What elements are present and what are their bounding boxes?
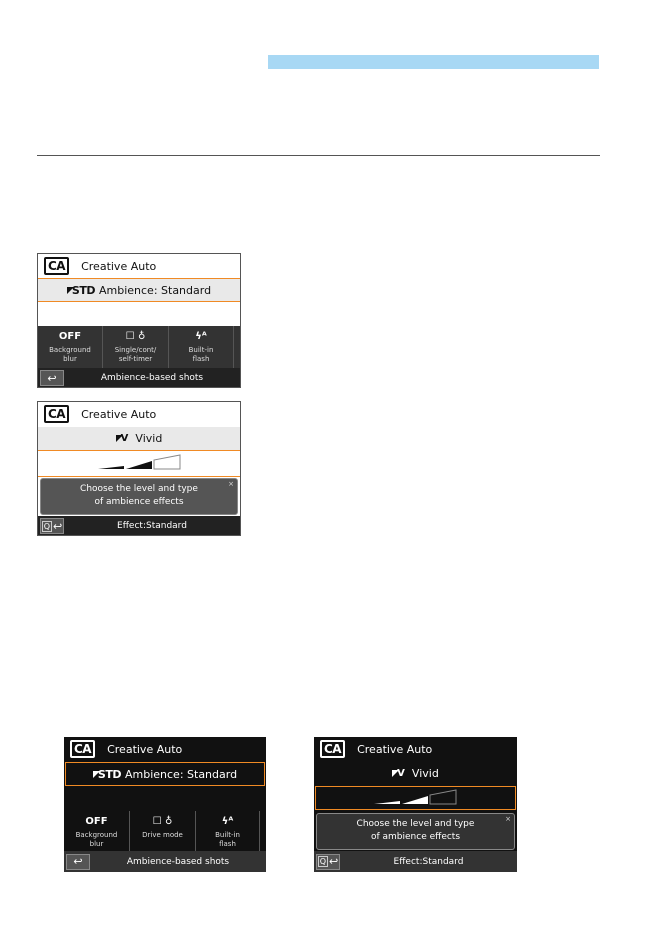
level-wedge-icon: [316, 787, 516, 809]
ambience-selector[interactable]: [314, 762, 517, 785]
built-in-flash-setting[interactable]: ϟᴬ Built-in flash: [196, 811, 260, 851]
back-icon: ↩: [329, 855, 339, 868]
background-blur-setting[interactable]: OFF Background blur: [64, 811, 130, 851]
ca-mode-icon: CA: [320, 740, 345, 758]
back-icon[interactable]: ↩: [66, 854, 90, 870]
back-icon: ↩: [53, 519, 63, 533]
drive-mode-icon: ☐ ♁: [152, 816, 173, 827]
help-message: Choose the level and type of ambience effects ×: [40, 478, 238, 515]
ambience-label: Vivid: [135, 432, 163, 445]
back-icon[interactable]: ↩: [40, 370, 64, 386]
bottom-bar-label: Effect:Standard: [393, 856, 464, 867]
ambience-selector[interactable]: [38, 427, 240, 451]
q-back-button[interactable]: [40, 518, 64, 534]
built-in-flash-setting[interactable]: ϟᴬ Built-in flash: [169, 326, 234, 368]
screen-title: Creative Auto: [81, 259, 157, 273]
ambience-label: Ambience: Standard: [124, 767, 238, 781]
bottom-bar-label: Ambience-based shots: [100, 373, 204, 383]
vivid-badge: V: [120, 433, 129, 444]
ca-mode-icon: CA: [70, 740, 95, 758]
ambience-selector[interactable]: [65, 762, 265, 786]
flash-icon: ϟᴬ: [195, 331, 207, 342]
screen-creative-auto-dark: [64, 737, 266, 872]
bottom-bar-label: Effect:Standard: [117, 521, 187, 531]
screen-title: Creative Auto: [107, 742, 183, 756]
effect-level-selector[interactable]: [315, 786, 516, 810]
ca-mode-icon: CA: [44, 405, 69, 423]
effect-level-selector[interactable]: [38, 451, 240, 477]
bottom-bar-label: Ambience-based shots: [126, 856, 230, 867]
bottom-bar: [38, 368, 240, 388]
screen-title-bar: [314, 737, 517, 761]
section-highlight-band: [268, 55, 599, 69]
ambience-label: Vivid: [411, 767, 439, 780]
help-message: Choose the level and type of ambience effects ×: [316, 813, 515, 850]
q-icon: Q: [43, 521, 51, 531]
screen-ambience-dark: [314, 737, 517, 872]
level-wedge-icon: [38, 451, 241, 476]
settings-panel: [64, 811, 266, 851]
std-badge: STD: [71, 283, 95, 297]
screen-ambience-light: [37, 401, 241, 536]
background-blur-setting[interactable]: OFF Background blur: [38, 326, 103, 368]
drive-mode-setting[interactable]: ☐ ♁ Drive mode: [130, 811, 196, 851]
screen-title: Creative Auto: [357, 742, 433, 756]
q-back-button[interactable]: [316, 854, 340, 870]
settings-panel: [38, 326, 240, 368]
screen-title-bar: [64, 737, 266, 761]
vivid-badge: V: [397, 768, 405, 779]
screen-creative-auto-light: [37, 253, 241, 388]
std-badge: STD: [97, 767, 121, 781]
divider-line: [37, 155, 600, 156]
bottom-bar: [38, 516, 240, 536]
ca-mode-icon: CA: [44, 257, 69, 275]
close-icon[interactable]: ×: [228, 480, 234, 488]
close-icon[interactable]: ×: [505, 815, 511, 823]
bottom-bar: [314, 851, 517, 872]
screen-title: Creative Auto: [81, 407, 157, 421]
drive-mode-setting[interactable]: ☐ ♁ Single/cont/ self-timer: [103, 326, 169, 368]
drive-mode-icon: ☐ ♁: [125, 331, 146, 342]
flash-icon: ϟᴬ: [221, 816, 234, 827]
ambience-label: Ambience: Standard: [98, 283, 212, 297]
screen-title-bar: [38, 254, 240, 279]
ambience-selector[interactable]: [38, 279, 240, 302]
bottom-bar: [64, 851, 266, 872]
screen-title-bar: [38, 402, 240, 426]
q-icon: Q: [319, 857, 327, 866]
